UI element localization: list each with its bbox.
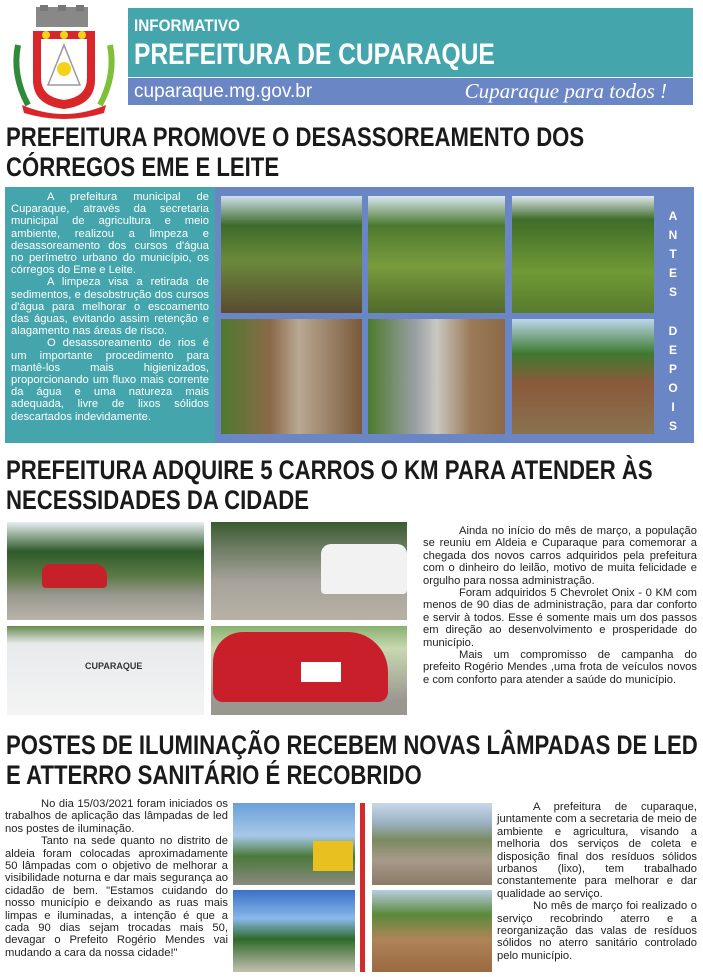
photo-stream-after-1 — [221, 319, 362, 434]
header-subtitle-band — [128, 78, 693, 105]
website-url[interactable]: cuparaque.mg.gov.br — [134, 81, 313, 102]
photo-stream-after-3 — [512, 319, 654, 434]
article-headline — [6, 730, 698, 790]
divider — [360, 803, 365, 972]
paragraph: A prefeitura de cuparaque, juntamente com a secretaria de meio de ambiente e agricultura, visando a melhoria dos serviços de coleta e disposição final dos resíduos sólidos urbanos (lixo), tem trabalhado constantemente para melhorar e dar qualidade ao serviço. — [497, 801, 697, 900]
photo-white-car-door — [7, 626, 204, 715]
header-title: PREFEITURA DE CUPARAQUE — [134, 38, 495, 71]
photo-stream-before-3 — [512, 196, 654, 313]
photo-cars-parade-1 — [7, 522, 204, 620]
paragraph: A prefeitura municipal de Cuparaque, através da secretaria municipal de agricultura e meio ambiente, realizou a limpeza e desassoreamento dos cursos d'água no perímetro urbano do município, os córregos do Eme e Leite. — [11, 191, 209, 277]
photo-red-car — [211, 626, 407, 715]
article-headline — [6, 122, 584, 182]
label-after: D E P O I S — [668, 324, 678, 433]
label-before: A N T E S — [668, 209, 678, 299]
article-headline — [6, 455, 653, 515]
photo-landfill-1 — [372, 803, 492, 885]
header-title-band — [128, 8, 693, 77]
before-after-photo-panel — [215, 187, 694, 443]
slogan: Cuparaque para todos ! — [464, 79, 667, 103]
photo-landfill-2 — [372, 890, 492, 972]
article-body-right — [497, 801, 697, 962]
coat-of-arms-logo — [8, 5, 120, 120]
headline-line: E ATTERRO SANITÁRIO É RECOBRIDO — [6, 760, 422, 790]
headline-line: PREFEITURA ADQUIRE 5 CARROS O KM PARA ATENDER ÀS — [6, 455, 653, 485]
photo-stream-before-2 — [368, 196, 505, 313]
paragraph: Ainda no início do mês de março, a população se reuniu em Aldeia e Cuparaque para comemorar a chegada dos novos carros adquiridos pela prefeitura com o dinheiro do leilão, motivo de muita felicidade e orgulho para nossa administração. — [423, 525, 697, 587]
paragraph: No dia 15/03/2021 foram iniciados os trabalhos de aplicação das lâmpadas de led nos postes de iluminação. — [5, 798, 228, 835]
article-body — [5, 187, 215, 443]
article-body — [423, 525, 697, 686]
car-door-logo-text: CUPARAQUE — [85, 661, 143, 671]
headline-line: PREFEITURA PROMOVE O DESASSOREAMENTO DOS — [6, 122, 585, 152]
paragraph: Mais um compromisso de campanha do prefeito Rogério Mendes ,uma frota de veículos novos e com conforto para atender a saúde do município. — [423, 649, 697, 686]
headline-line: NECESSIDADES DA CIDADE — [6, 485, 310, 515]
photo-plaza-palms — [233, 890, 355, 972]
header-kicker: INFORMATIVO — [134, 16, 240, 35]
paragraph: Tanto na sede quanto no distrito de aldeia foram colocadas aproximadamente 50 lâmpadas com o objetivo de melhorar a visibilidade noturna e dar mais segurança ao cidadão de bem. "Estamos cuidando do nosso município e deixando as ruas mais limpas e iluminadas, a intenção é que a cada 90 dias sejam trocadas mais 50, devagar o Prefeito Rogério Mendes vai mudando a cara da nossa cidade!" — [5, 835, 228, 959]
paragraph: A limpeza visa a retirada de sedimentos, e desobstrução dos cursos d'água para melhorar o escoamento das águas, evitando assim retenção e alagamento nas áreas de risco. — [11, 276, 209, 338]
paragraph: O desassoreamento de rios é um importante procedimento para mantê-los mais higienizados, proporcionando um fluxo mais corrente da água e uma natureza mais adequada, livre de lixos sólidos descartados indevidamente. — [11, 337, 209, 423]
paragraph: Foram adquiridos 5 Chevrolet Onix - 0 KM com menos de 90 dias de administração, para dar conforto e servir à todos. Esse é somente mais um dos passos em direção ao desenvolvimento e prosperidade do município. — [423, 587, 697, 649]
article-body-left — [5, 798, 228, 959]
headline-line: POSTES DE ILUMINAÇÃO RECEBEM NOVAS LÂMPADAS DE LED — [6, 730, 698, 760]
photo-stream-before-1 — [221, 196, 362, 313]
headline-line: CÓRREGOS EME E LEITE — [6, 152, 280, 182]
photo-stream-after-2 — [368, 319, 505, 434]
photo-cars-parade-2 — [211, 522, 407, 620]
photo-street-light-crane — [233, 803, 355, 885]
paragraph: No mês de março foi realizado o serviço recobrindo aterro e a reorganização das valas de resíduos sólidos no aterro sanitário controlado pelo município. — [497, 900, 697, 962]
